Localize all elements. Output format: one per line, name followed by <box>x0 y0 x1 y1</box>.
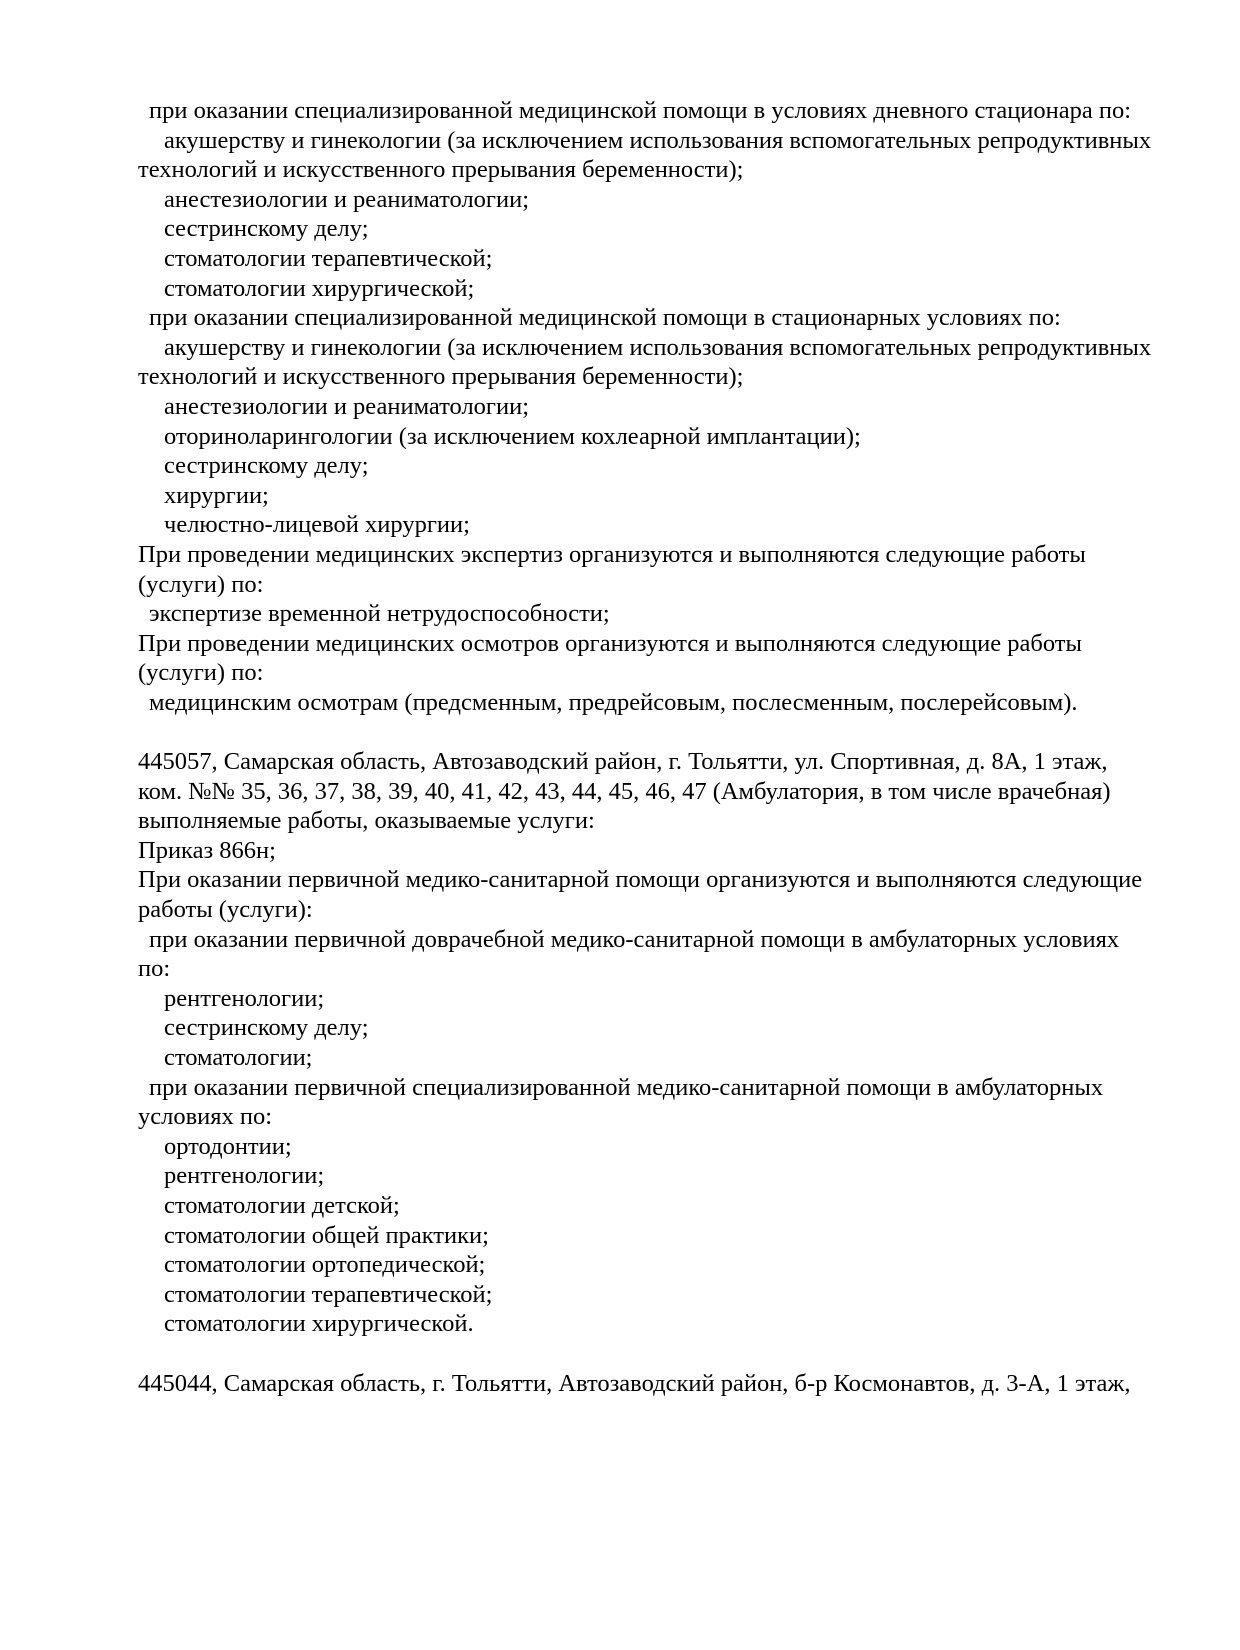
document-line: анестезиологии и реаниматологии; <box>164 185 530 213</box>
document-line: стоматологии ортопедической; <box>164 1251 486 1279</box>
document-line: сестринскому делу; <box>164 215 369 243</box>
document-line: стоматологии общей практики; <box>164 1221 489 1249</box>
document-text-block <box>138 96 1152 1398</box>
document-line: при оказании первичной специализированной медико-санитарной помощи в амбулаторных <box>149 1073 1104 1101</box>
document-line: сестринскому делу; <box>164 1014 369 1042</box>
document-line: работы (услуги): <box>138 896 313 924</box>
document-line: при оказании первичной доврачебной медико-санитарной помощи в амбулаторных условиях <box>149 925 1120 953</box>
document-line: стоматологии терапевтической; <box>164 244 493 272</box>
document-line: технологий и искусственного прерывания беременности); <box>138 363 744 391</box>
document-line: условиях по: <box>138 1103 273 1131</box>
document-line: рентгенологии; <box>164 984 325 1012</box>
document-line: челюстно-лицевой хирургии; <box>164 511 470 539</box>
document-line: ортодонтии; <box>164 1132 292 1160</box>
document-line: (услуги) по: <box>138 570 264 598</box>
document-line: акушерству и гинекологии (за исключением использования вспомогательных репродуктивных <box>164 333 1152 361</box>
document-line: При проведении медицинских осмотров организуются и выполняются следующие работы <box>138 629 1082 657</box>
document-line: выполняемые работы, оказываемые услуги: <box>138 807 595 835</box>
document-line: по: <box>138 955 171 983</box>
document-line: стоматологии хирургической. <box>164 1310 474 1338</box>
document-line: стоматологии хирургической; <box>164 274 475 302</box>
document-line: 445044, Самарская область, г. Тольятти, Автозаводский район, б-р Космонавтов, д. 3-А, 1 этаж, <box>138 1369 1131 1397</box>
document-line: хирургии; <box>164 481 269 509</box>
document-line: медицинским осмотрам (предсменным, предрейсовым, послесменным, послерейсовым). <box>149 688 1078 716</box>
document-line: рентгенологии; <box>164 1162 325 1190</box>
document-line: При проведении медицинских экспертиз организуются и выполняются следующие работы <box>138 540 1086 568</box>
document-line: стоматологии детской; <box>164 1191 400 1219</box>
document-line: (услуги) по: <box>138 659 264 687</box>
document-line: акушерству и гинекологии (за исключением использования вспомогательных репродуктивных <box>164 126 1152 154</box>
document-line: стоматологии терапевтической; <box>164 1280 493 1308</box>
document-line: ком. №№ 35, 36, 37, 38, 39, 40, 41, 42, 43, 44, 45, 46, 47 (Амбулатория, в том числе врачебная) <box>138 777 1111 805</box>
document-line: Приказ 866н; <box>138 836 276 864</box>
document-line: 445057, Самарская область, Автозаводский район, г. Тольятти, ул. Спортивная, д. 8А, 1 этаж, <box>138 748 1108 776</box>
document-line: экспертизе временной нетрудоспособности; <box>149 600 610 628</box>
document-line: технологий и искусственного прерывания беременности); <box>138 156 744 184</box>
document-line: оториноларингологии (за исключением кохлеарной имплантации); <box>164 422 861 450</box>
document-line: При оказании первичной медико-санитарной помощи организуются и выполняются следующие <box>138 866 1143 894</box>
document-line: при оказании специализированной медицинской помощи в условиях дневного стационара по: <box>149 97 1132 124</box>
blank-line <box>138 717 1130 747</box>
document-line: при оказании специализированной медицинской помощи в стационарных условиях по: <box>149 304 1061 332</box>
document-line: сестринскому делу; <box>164 452 369 480</box>
blank-line <box>138 1339 1130 1369</box>
document-line: анестезиологии и реаниматологии; <box>164 392 530 420</box>
document-line: стоматологии; <box>164 1044 313 1071</box>
